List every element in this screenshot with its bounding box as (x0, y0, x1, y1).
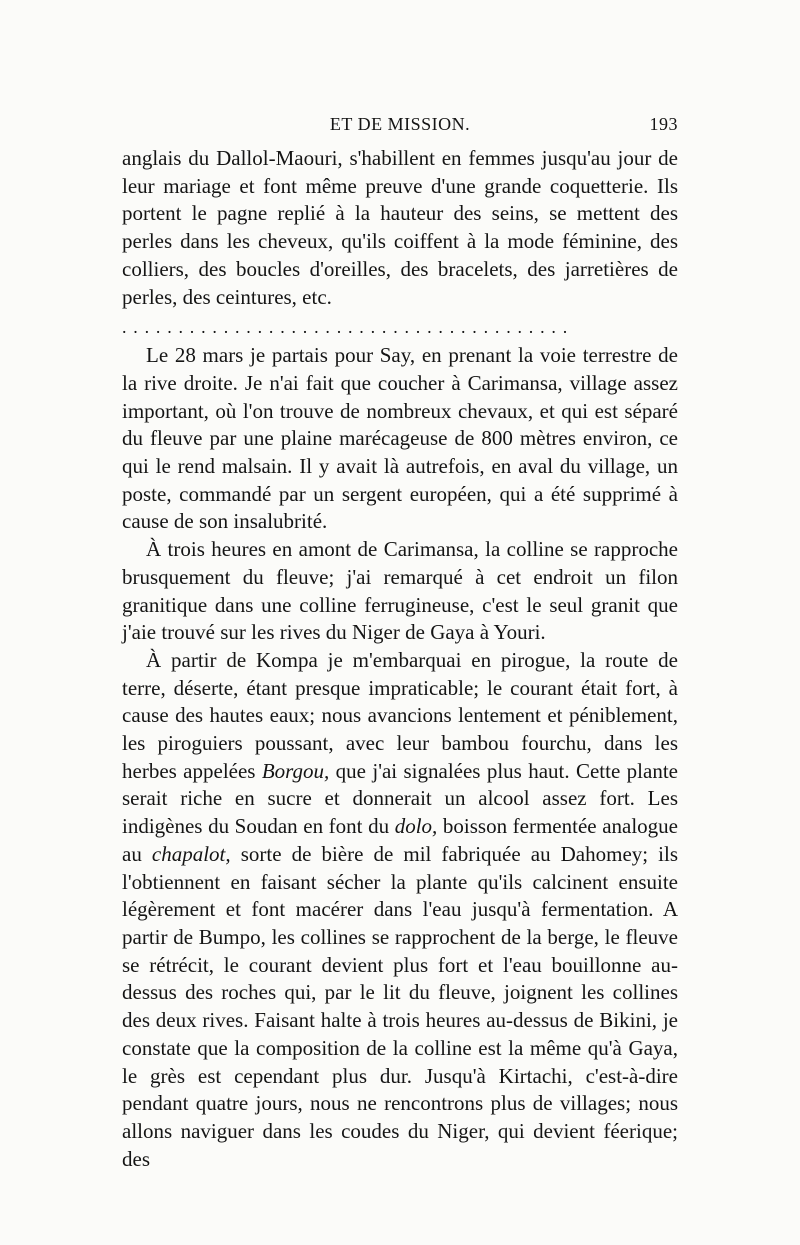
italic-term: Borgou, (261, 758, 330, 783)
running-title: ET DE MISSION. (329, 114, 471, 134)
running-header (122, 114, 678, 138)
ellipsis-separator: ........................................ (122, 317, 574, 338)
text-run: sorte de bière de mil fabriquée au Dahomey; ils l'obtiennent en faisant sécher la plante qu'ils calcinent ensuite légèrement et font macérer dans l'eau jusqu'à fermentation. A partir de Bumpo, les collines se rapprochent de la berge, le fleuve se rétrécit, le courant devient plus fort et l'eau bouillonne au-dessus des roches qui, par le lit du fleuve, joignent les collines des deux rives. Faisant halte à trois heures au-dessus de Bikini, je constate que la composition de la colline est la même qu'à Gaya, le grès est cependant plus dur. Jusqu'à Kirtachi, c'est-à-dire pendant quatre jours, nous ne rencontrons plus de villages; nous allons naviguer dans les coudes du Niger, qui devient féerique; des (122, 841, 679, 1171)
italic-term: chapalot, (151, 841, 231, 866)
text-run: À partir de Kompa je m'embarquai en pirogue, la route de terre, déserte, étant presque impraticable; le courant était fort, à cause des hautes eaux; nous avancions lentement et péniblement, les piroguiers poussant, avec leur bambou fourchu, dans les herbes appelées (122, 647, 678, 783)
paragraph: Le 28 mars je partais pour Say, en prenant la voie terrestre de la rive droite. Je n'ai fait que coucher à Carimansa, village assez important, où l'on trouve de nombreux chevaux, et qui est séparé du fleuve par une plaine marécageuse de 800 mètres environ, ce qui le rend malsain. Il y avait là autrefois, en aval du village, un poste, commandé par un sergent européen, qui a été supprimé à cause de son insalubrité. (122, 343, 678, 534)
paragraph (122, 647, 678, 1173)
italic-term: dolo, (394, 814, 438, 839)
page-number: 193 (649, 114, 678, 134)
paragraph-continued: anglais du Dallol-Maouri, s'habillent en femmes jusqu'au jour de leur mariage et font même preuve d'une grande coquetterie. Ils portent le pagne replié à la hauteur des seins, se mettent des perles dans les cheveux, qu'ils coiffent à la mode féminine, des colliers, des boucles d'oreilles, des bracelets, des jarretières de perles, des ceintures, etc. (122, 146, 678, 309)
text-run: que j'ai signalées plus haut. Cette plante serait riche en sucre et donnerait un alcool assez fort. Les indigènes du Soudan en font du (122, 758, 678, 839)
text-run: boisson fermentée analogue au (122, 814, 678, 866)
text-body (122, 145, 678, 1173)
paragraph: À trois heures en amont de Carimansa, la colline se rapproche brusquement du fleuve; j'ai remarqué à cet endroit un filon granitique dans une colline ferrugineuse, c'est le seul granit que j'aie trouvé sur les rives du Niger de Gaya à Youri. (122, 537, 678, 645)
